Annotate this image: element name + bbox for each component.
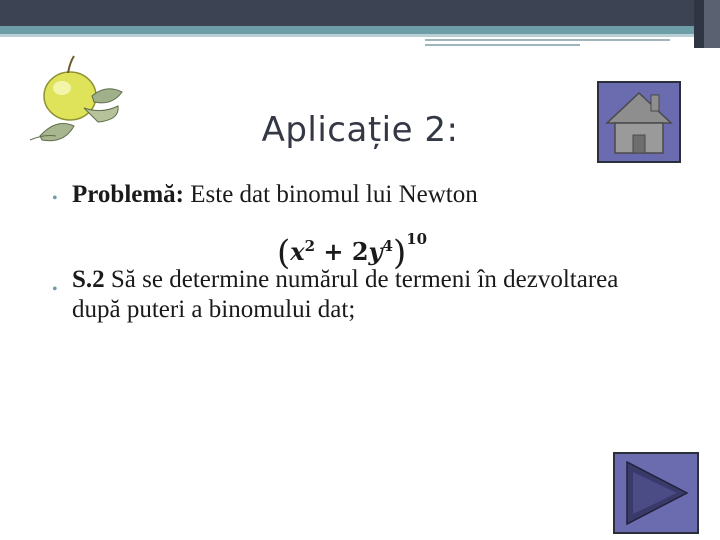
next-slide-button[interactable]	[613, 452, 699, 534]
problem-label: Problemă:	[72, 181, 185, 208]
problem-text: Este dat binomul lui Newton	[184, 181, 478, 208]
header-corner-block-light	[704, 0, 720, 48]
header-decoration-lines	[425, 37, 670, 49]
bullet-problem	[72, 180, 478, 210]
slide-title: Aplicație 2:	[261, 110, 459, 150]
bullet-marker: •	[52, 190, 58, 207]
header-stripe	[0, 26, 720, 34]
s2-text: Să se determine numărul de termeni în dezvoltarea după puteri a binomului dat;	[72, 266, 619, 323]
home-icon	[599, 83, 679, 161]
s2-label: S.2	[72, 266, 105, 293]
binomial-formula: $(x^2 + 2y^4)^{10}$	[277, 230, 428, 273]
home-button[interactable]	[597, 81, 681, 163]
play-triangle-icon	[615, 454, 697, 532]
bullet-marker: •	[52, 281, 58, 298]
bullet-s2	[72, 265, 632, 325]
header-bar	[0, 0, 720, 26]
apple-illustration	[22, 48, 132, 152]
